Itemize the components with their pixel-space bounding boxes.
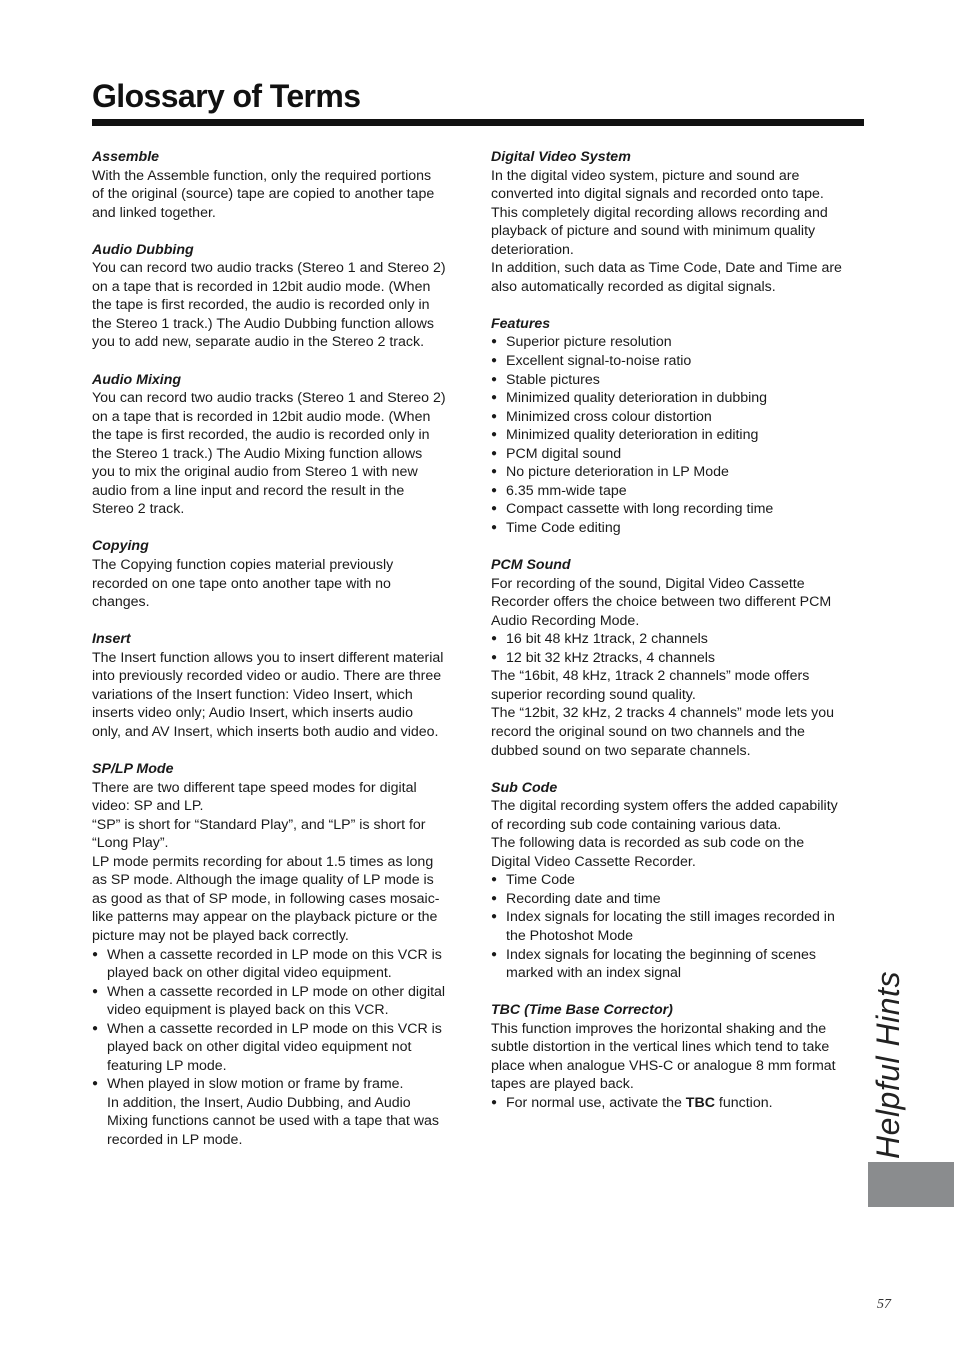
definition-line: Mixing functions cannot be used with a tape that was xyxy=(107,1113,440,1130)
bullet-item: ● Index signals for locating the still images recorded in xyxy=(491,908,869,927)
page-title: Glossary of Terms xyxy=(92,78,361,114)
bullet-item xyxy=(491,1094,869,1113)
bullet-item: ● Index signals for locating the beginning of scenes xyxy=(491,946,869,965)
glossary-entry-sp-lp-mode xyxy=(92,760,470,1149)
bullet-item: ● Excellent signal-to-noise ratio xyxy=(491,352,869,371)
definition-line: of recording sub code containing various data. xyxy=(491,816,782,833)
definition-line: as SP mode. Although the image quality of LP mode is xyxy=(92,872,434,889)
bullet-item: ● Stable pictures xyxy=(491,371,869,390)
definition-line: superior recording sound quality. xyxy=(491,686,696,703)
definition-line: Digital Video Cassette Recorder. xyxy=(491,853,696,870)
definition-line: In addition, such data as Time Code, Date and Time are xyxy=(491,260,842,277)
definition-line: The Insert function allows you to insert different material xyxy=(92,649,444,666)
definition-line: The “16bit, 48 kHz, 1track 2 channels” mode offers xyxy=(491,668,810,685)
glossary-term: Digital Video System xyxy=(491,149,631,165)
glossary-term: Copying xyxy=(92,538,149,555)
glossary-entry-digital-video-system xyxy=(491,148,869,296)
definition-line: The Copying function copies material previously xyxy=(92,557,394,574)
definition-line: featuring LP mode. xyxy=(107,1057,227,1074)
definition-line: like patterns may appear on the playback picture or the xyxy=(92,909,438,926)
definition-line: into previously recorded video or audio. There are three xyxy=(92,668,442,685)
glossary-term: Insert xyxy=(92,631,131,648)
definition-line: “Long Play”. xyxy=(92,835,169,852)
glossary-term: Audio Dubbing xyxy=(92,241,194,258)
definition-line: For recording of the sound, Digital Video Cassette xyxy=(491,575,805,592)
bullet-item: ● 12 bit 32 kHz 2tracks, 4 channels xyxy=(491,649,869,668)
bullet-text: For normal use, activate the xyxy=(506,1094,686,1111)
definition-line: dubbed sound on two separate channels. xyxy=(491,742,751,759)
definition-line: tapes are played back. xyxy=(491,1076,634,1093)
definition-line: converted into digital signals and recorded onto tape. xyxy=(491,186,824,203)
glossary-entry-tbc-time-base-corrector xyxy=(491,1001,869,1112)
glossary-term: Audio Mixing xyxy=(92,371,182,388)
definition-line: only, and AV Insert, which inserts both audio and video. xyxy=(92,723,439,740)
definition-line: variations of the Insert function: Video Insert, which xyxy=(92,686,413,703)
definition-line: Recorder offers the choice between two different PCM xyxy=(491,594,832,611)
definition-line: LP mode permits recording for about 1.5 times as long xyxy=(92,853,434,870)
glossary-term: Sub Code xyxy=(491,779,558,796)
section-tab xyxy=(868,1162,954,1207)
glossary-term: TBC (Time Base Corrector) xyxy=(491,1002,673,1019)
definition-line: played back on other digital video equipment not xyxy=(107,1039,412,1056)
definition-line: With the Assemble function, only the required portions xyxy=(92,167,432,184)
definition-line: video equipment is played back on this VCR. xyxy=(107,1002,389,1019)
bullet-item: ● 6.35 mm-wide tape xyxy=(491,482,869,501)
bullet-item: ● Superior picture resolution xyxy=(491,333,869,352)
definition-line: In the digital video system, picture and sound are xyxy=(491,167,800,184)
definition-line: as good as that of SP mode, in following cases mosaic- xyxy=(92,890,440,907)
bullet-item: ● When a cassette recorded in LP mode on other digital xyxy=(92,983,470,1002)
definition-line: This function improves the horizontal shaking and the xyxy=(491,1020,827,1037)
bullet-item: ● Minimized cross colour distortion xyxy=(491,408,869,427)
glossary-entry-assemble xyxy=(92,148,470,222)
definition-line: This completely digital recording allows recording and xyxy=(491,204,828,221)
definition-line: Stereo 2 track. xyxy=(92,501,185,518)
glossary-term: SP/LP Mode xyxy=(92,761,174,778)
definition-line: The following data is recorded as sub code on the xyxy=(491,835,805,852)
glossary-entry-features xyxy=(491,315,869,538)
definition-line: of the original (source) tape are copied to another tape xyxy=(92,186,435,203)
glossary-entry-audio-dubbing xyxy=(92,241,470,352)
glossary-term: Features xyxy=(491,315,551,332)
bullet-item: ● Minimized quality deterioration in dubbing xyxy=(491,389,869,408)
definition-line: and linked together. xyxy=(92,204,216,221)
definition-line: The digital recording system offers the added capability xyxy=(491,798,838,815)
bullet-item: ● Compact cassette with long recording time xyxy=(491,500,869,519)
bullet-item: ● PCM digital sound xyxy=(491,445,869,464)
glossary-entry-copying xyxy=(92,537,470,611)
bullet-item: ● Time Code xyxy=(491,871,869,890)
definition-line: on a tape that is recorded in 12bit audio mode. (When xyxy=(92,408,431,425)
definition-line: also automatically recorded as digital signals. xyxy=(491,278,776,295)
definition-line: the Stereo 1 track.) The Audio Mixing function allows xyxy=(92,445,423,462)
page-number: 57 xyxy=(877,1297,891,1312)
glossary-entry-insert xyxy=(92,630,470,741)
bullet-item: ● 16 bit 48 kHz 1track, 2 channels xyxy=(491,630,869,649)
bullet-item: ● When a cassette recorded in LP mode on this VCR is xyxy=(92,1020,470,1039)
definition-line: record the original sound on two channels and the xyxy=(491,723,805,740)
definition-line: the tape is first recorded, the audio is recorded only in xyxy=(92,427,430,444)
title-rule xyxy=(92,119,864,126)
definition-line: recorded in LP mode. xyxy=(107,1131,243,1148)
bullet-item: ● Minimized quality deterioration in editing xyxy=(491,426,869,445)
definition-line: marked with an index signal xyxy=(506,965,682,982)
definition-line: audio from a line input and record the result in the xyxy=(92,482,405,499)
definition-line: the Stereo 1 track.) The Audio Dubbing function allows xyxy=(92,315,435,332)
definition-line: You can record two audio tracks (Stereo 1 and Stereo 2) xyxy=(92,390,446,407)
definition-line: the tape is first recorded, the audio is recorded only in xyxy=(92,297,430,314)
left-column xyxy=(92,148,470,1168)
definition-line: place when analogue VHS-C or analogue 8 mm format xyxy=(491,1057,836,1074)
glossary-term: Assemble xyxy=(92,149,160,165)
definition-line: video: SP and LP. xyxy=(92,798,204,815)
bold-keyword: TBC xyxy=(685,1094,715,1111)
bullet-item: ● Time Code editing xyxy=(491,519,869,538)
definition-line: on a tape that is recorded in 12bit audio mode. (When xyxy=(92,278,431,295)
definition-line: In addition, the Insert, Audio Dubbing, and Audio xyxy=(107,1094,411,1111)
definition-line: changes. xyxy=(92,594,150,611)
glossary-term: PCM Sound xyxy=(491,557,571,574)
section-label: Helpful Hints xyxy=(869,971,906,1159)
right-column xyxy=(491,148,869,1131)
definition-line: There are two different tape speed modes for digital xyxy=(92,779,417,796)
definition-line: deterioration. xyxy=(491,241,574,258)
glossary-entry-audio-mixing xyxy=(92,371,470,519)
definition-line: You can record two audio tracks (Stereo 1 and Stereo 2) xyxy=(92,260,446,277)
bullet-item: ● Recording date and time xyxy=(491,890,869,909)
definition-line: playback of picture and sound with minimum quality xyxy=(491,223,816,240)
glossary-entry-pcm-sound xyxy=(491,556,869,760)
definition-line: you to mix the original audio from Stereo 1 with new xyxy=(92,464,418,481)
definition-line: subtle distortion in the vertical lines which tend to take xyxy=(491,1039,830,1056)
definition-line: The “12bit, 32 kHz, 2 tracks 4 channels” mode lets you xyxy=(491,705,835,722)
definition-line: inserts video only; Audio Insert, which inserts audio xyxy=(92,705,413,722)
glossary-entry-sub-code xyxy=(491,779,869,983)
definition-line: recorded on one tape onto another tape with no xyxy=(92,575,391,592)
bullet-text: function. xyxy=(714,1094,773,1111)
bullet-item: ● When played in slow motion or frame by frame. xyxy=(92,1075,470,1094)
definition-line: picture may not be played back correctly. xyxy=(92,927,349,944)
definition-line: the Photoshot Mode xyxy=(506,927,633,944)
definition-line: Audio Recording Mode. xyxy=(491,612,640,629)
bullet-item: ● No picture deterioration in LP Mode xyxy=(491,463,869,482)
definition-line: played back on other digital video equipment. xyxy=(107,965,392,982)
bullet-item: ● When a cassette recorded in LP mode on this VCR is xyxy=(92,946,470,965)
definition-line: you to add new, separate audio in the Stereo 2 track. xyxy=(92,334,425,351)
definition-line: “SP” is short for “Standard Play”, and “LP” is short for xyxy=(92,816,426,833)
